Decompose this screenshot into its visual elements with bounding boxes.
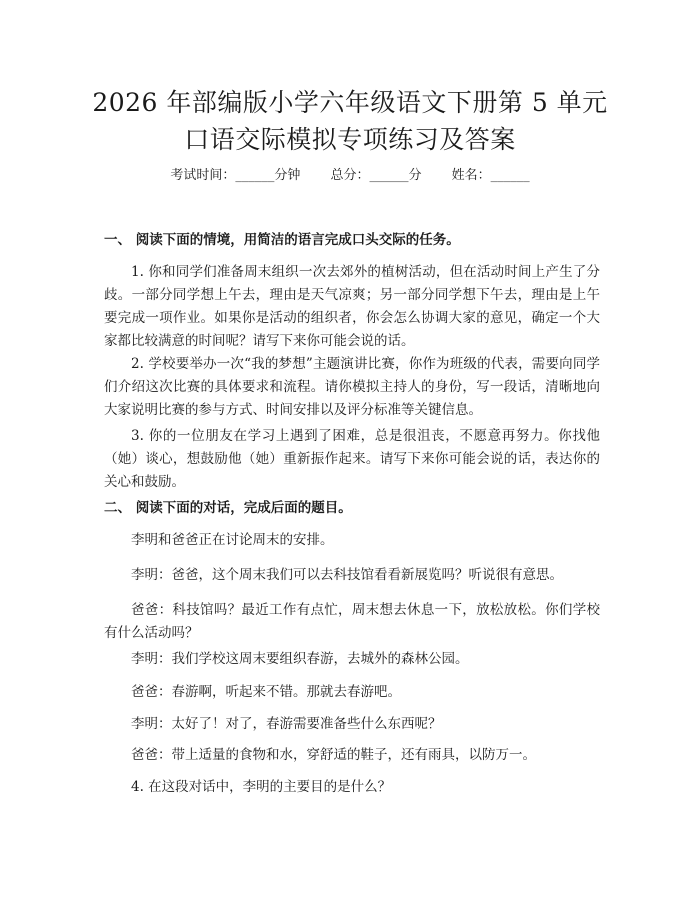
- dialogue-line-6: 爸爸：带上适量的食物和水，穿舒适的鞋子，还有雨具，以防万一。: [131, 747, 536, 763]
- exam-time: 考试时间：______分钟: [170, 168, 301, 183]
- dialogue-line-3: 李明：我们学校这周末要组织春游，去城外的森林公园。: [131, 651, 469, 667]
- dialogue-line-4: 爸爸：春游啊，听起来不错。那就去春游吧。: [131, 684, 401, 700]
- question-1: 1. 你和同学们准备周末组织一次去郊外的植树活动，但在活动时间上产生了分歧。一部分同学想上午去，理由是天气凉爽；另一部分同学想下午去，理由是上午要完成一项作业。如果你是活动的组织者，你会怎么协调大家的意见，确定一个大家都比较满意的时间呢？请写下来你可能会说的话。: [104, 264, 600, 349]
- title-line-2: 口语交际模拟专项练习及答案: [184, 125, 516, 154]
- exam-name: 姓名：______: [451, 168, 530, 183]
- dialogue-line-1: 李明：爸爸，这个周末我们可以去科技馆看看新展览吗？听说很有意思。: [131, 567, 563, 583]
- exam-score: 总分：______分: [330, 168, 422, 183]
- title-line-1: 2026 年部编版小学六年级语文下册第 5 单元: [92, 88, 608, 117]
- section-2-heading: 二、 阅读下面的对话，完成后面的题目。: [104, 500, 352, 516]
- dialogue-intro: 李明和爸爸正在讨论周末的安排。: [131, 532, 334, 548]
- section-1-heading: 一、 阅读下面的情境，用简洁的语言完成口头交际的任务。: [104, 232, 460, 248]
- exam-info: [0, 166, 700, 186]
- dialogue-line-2: 爸爸：科技馆吗？最近工作有点忙，周末想去休息一下，放松放松。你们学校有什么活动吗？: [104, 602, 600, 641]
- question-4: 4. 在这段对话中，李明的主要目的是什么？: [131, 779, 392, 795]
- page-title: [60, 84, 640, 158]
- dialogue-line-5: 李明：太好了！对了，春游需要准备些什么东西呢？: [131, 716, 442, 732]
- question-2: 2. 学校要举办一次“我的梦想”主题演讲比赛，你作为班级的代表，需要向同学们介绍这次比赛的具体要求和流程。请你模拟主持人的身份，写一段话，清晰地向大家说明比赛的参与方式、时间安排以及评分标准等关键信息。: [104, 356, 600, 418]
- question-3: 3. 你的一位朋友在学习上遇到了困难，总是很沮丧，不愿意再努力。你找他（她）谈心，想鼓励他（她）重新振作起来。请写下来你可能会说的话，表达你的关心和鼓励。: [104, 428, 600, 490]
